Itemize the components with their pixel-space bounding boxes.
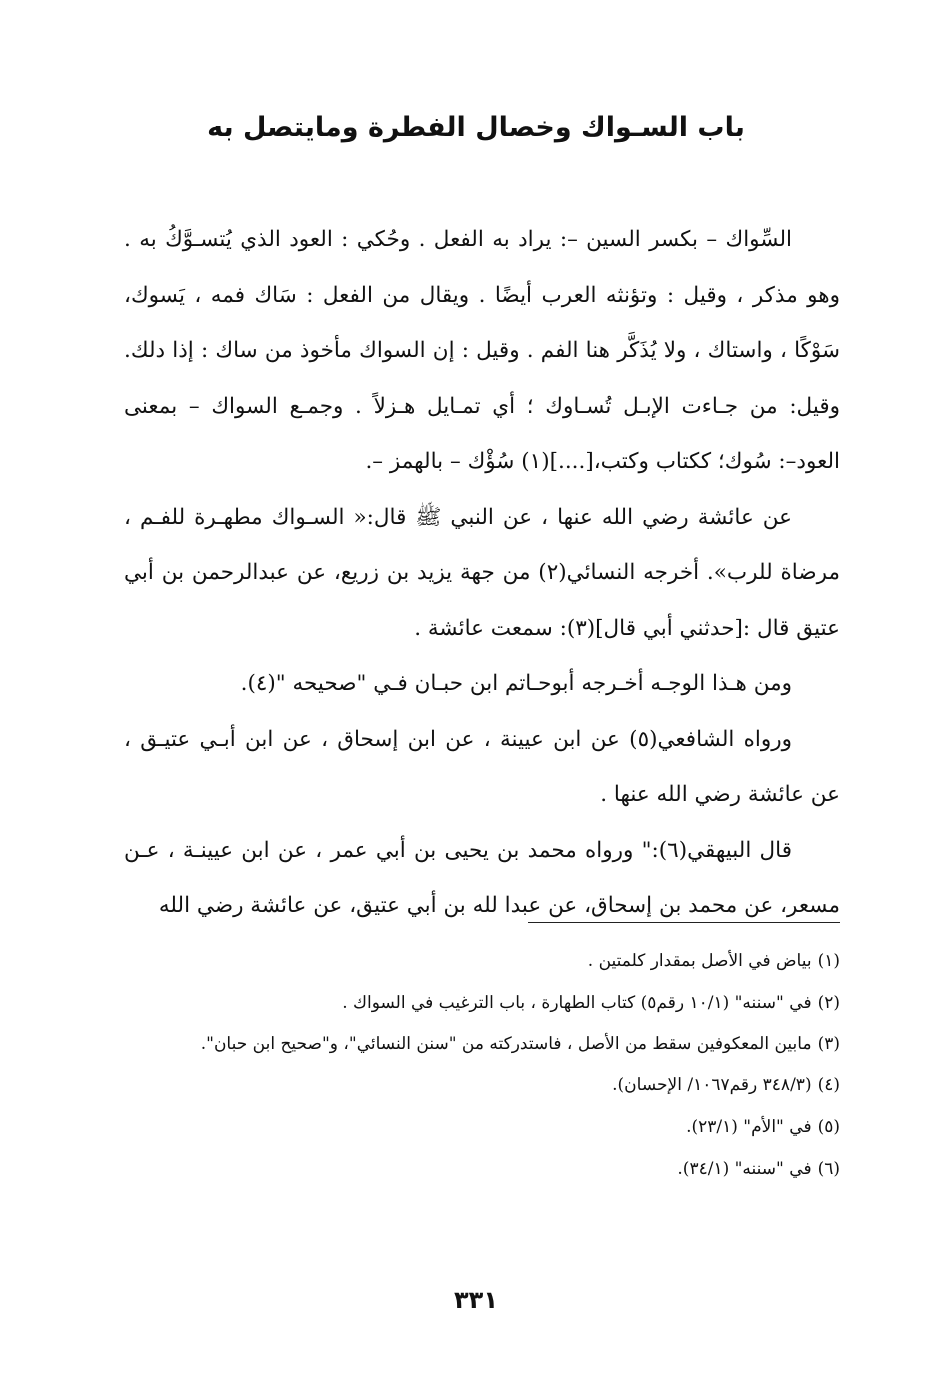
footnotes bbox=[120, 940, 840, 1190]
footnote bbox=[120, 1106, 840, 1148]
footnote-separator bbox=[528, 922, 840, 923]
footnote bbox=[120, 1024, 840, 1064]
main-text bbox=[124, 212, 840, 934]
footnote-text: في "الأم" (٢٣/١). bbox=[686, 1117, 812, 1137]
footnote bbox=[120, 1064, 840, 1106]
paragraph: قال البيهقي(٦):" ورواه محمد بن يحيى بن أبي عمر ، عن ابن عيينـة ، عـن مسعر، عن محمد بن إسحاق، عن عبدا لله بن أبي عتيق، عن عائشة رضي الله bbox=[124, 837, 840, 918]
paragraph: السِّواك – بكسر السين –: يراد به الفعل . وحُكي : العود الذي يُتسـوَّكُ به . وهو مذكر ، وقيل : وتؤنثه العرب أيضًا . ويقال من الفعل : سَاك فمه ، يَسوك، سَوْكًا ، واستاك ، ولا يُذَكَّر هنا الفم . وقيل : إن السواك مأخوذ من ساك : إذا دلك. وقيل: من جـاءت الإبـل تُسـاوك ؛ أي تمـايل هـزلاً . وجمـع السواك – بمعنى العود–: سُوك؛ ككتاب وكتب،[....](١) سُؤْك – بالهمز –. bbox=[124, 227, 840, 474]
footnote-number: (٢) bbox=[817, 993, 840, 1013]
paragraph: ومن هـذا الوجـه أخـرجه أبوحـاتم ابن حبـان فـي "صحيحه "(٤). bbox=[240, 671, 792, 696]
chapter-title: باب السـواك وخصال الفطرة ومايتصل به bbox=[207, 112, 745, 143]
footnote-text: في "سننه" (٣٤/١). bbox=[677, 1159, 812, 1179]
footnote-text: (٣٤٨/٣ رقم١٠٦٧/ الإحسان). bbox=[612, 1075, 812, 1095]
footnote-text: مابين المعكوفين سقط من الأصل ، فاستدركته من "سنن النسائي"، و"صحيح ابن حبان". bbox=[200, 1034, 812, 1054]
footnote-number: (٦) bbox=[817, 1159, 840, 1179]
footnote bbox=[120, 940, 840, 982]
footnote-number: (٥) bbox=[817, 1117, 840, 1137]
paragraph: ورواه الشافعي(٥) عن ابن عيينة ، عن ابن إسحاق ، عن ابن أبـي عتيـق ، عن عائشة رضي الله عنها . bbox=[124, 726, 840, 807]
page-number: ٣٣١ bbox=[454, 1286, 498, 1314]
footnote-number: (١) bbox=[817, 951, 840, 971]
paragraph: عن عائشة رضي الله عنها ، عن النبي ﷺ قال:« السـواك مطهـرة للفـم ، مرضاة للرب». أخرجه النسائي(٢) من جهة يزيد بن زريع، عن عبدالرحمن بن أبي عتيق قال :[حدثني أبي قال](٣): سمعت عائشة . bbox=[124, 504, 840, 641]
footnote-text: في "سننه" (١٠/١ رقم٥) كتاب الطهارة ، باب الترغيب في السواك . bbox=[342, 993, 812, 1013]
footnote bbox=[120, 1148, 840, 1190]
footnote-number: (٣) bbox=[817, 1034, 840, 1054]
footnote bbox=[120, 982, 840, 1024]
footnote-number: (٤) bbox=[817, 1075, 840, 1095]
footnote-text: بياض في الأصل بمقدار كلمتين . bbox=[587, 951, 812, 971]
